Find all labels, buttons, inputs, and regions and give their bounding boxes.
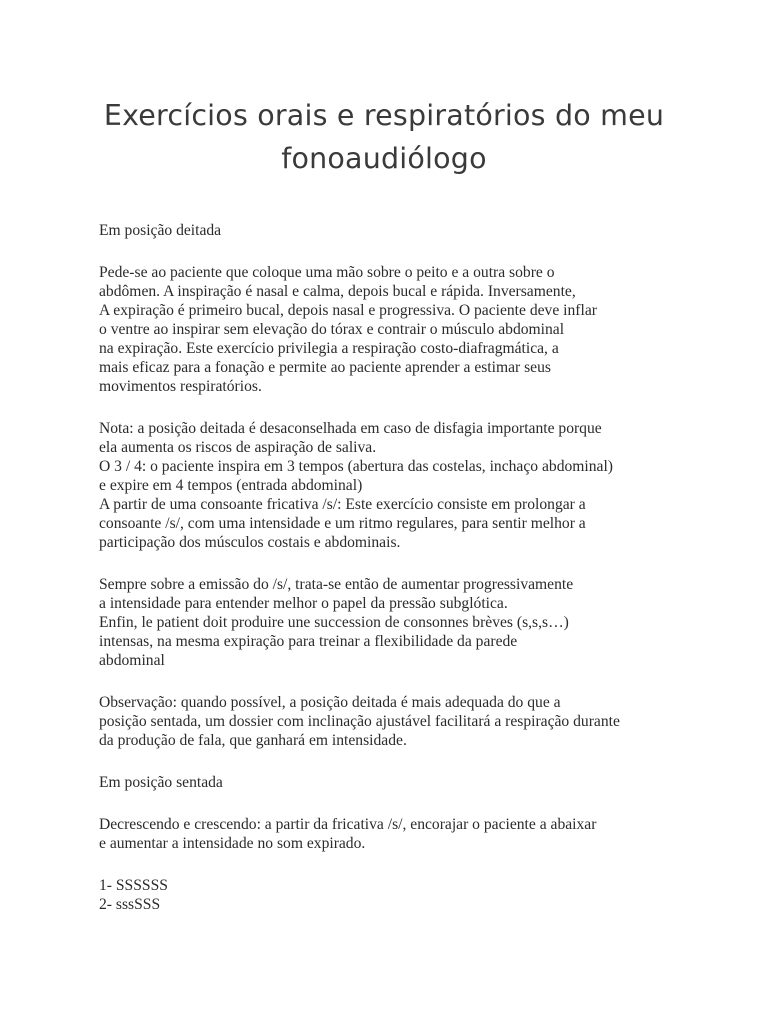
text-line: o ventre ao inspirar sem elevação do tórax e contrair o músculo abdominal xyxy=(99,321,565,338)
text-line: e expire em 4 tempos (entrada abdominal) xyxy=(99,477,363,494)
paragraph-note xyxy=(99,419,689,552)
text-line: mais eficaz para a fonação e permite ao paciente aprender a estimar seus xyxy=(99,359,551,376)
text-line: Nota: a posição deitada é desaconselhada em caso de disfagia importante porque xyxy=(99,420,602,437)
exercise-list xyxy=(99,876,689,914)
text-line: e aumentar a intensidade no som expirado. xyxy=(99,835,366,852)
list-item: 1- SSSSSS xyxy=(99,877,168,894)
list-item: 2- sssSSS xyxy=(99,896,161,913)
section-heading-lying-position xyxy=(99,221,689,240)
text-line: a intensidade para entender melhor o papel da pressão subglótica. xyxy=(99,595,508,612)
text-line: A expiração é primeiro bucal, depois nasal e progressiva. O paciente deve inflar xyxy=(99,302,597,319)
section-heading-seated-position xyxy=(99,773,689,792)
text-line: Observação: quando possível, a posição deitada é mais adequada do que a xyxy=(99,694,561,711)
document-body xyxy=(99,221,689,914)
text-line: abdômen. A inspiração é nasal e calma, depois bucal e rápida. Inversamente, xyxy=(99,283,576,300)
text-line: Pede-se ao paciente que coloque uma mão sobre o peito e a outra sobre o xyxy=(99,264,555,281)
title-line-2: fonoaudiólogo xyxy=(281,142,487,175)
text-line: consoante /s/, com uma intensidade e um ritmo regulares, para sentir melhor a xyxy=(99,515,586,532)
text-line: ela aumenta os riscos de aspiração de saliva. xyxy=(99,439,377,456)
title-line-1: Exercícios orais e respiratórios do meu xyxy=(103,99,665,132)
text-line: da produção de fala, que ganhará em intensidade. xyxy=(99,732,407,749)
text-line: intensas, na mesma expiração para treinar a flexibilidade da parede xyxy=(99,633,518,650)
page-title xyxy=(60,94,708,180)
text-line: posição sentada, um dossier com inclinação ajustável facilitará a respiração durante xyxy=(99,713,620,730)
text-line: Em posição deitada xyxy=(99,222,222,239)
text-line: participação dos músculos costais e abdominais. xyxy=(99,534,401,551)
text-line: O 3 / 4: o paciente inspira em 3 tempos (abertura das costelas, inchaço abdominal) xyxy=(99,458,613,475)
text-line: Em posição sentada xyxy=(99,774,223,791)
text-line: movimentos respiratórios. xyxy=(99,378,262,395)
text-line: Enfin, le patient doit produire une succession de consonnes brèves (s,s,s…) xyxy=(99,614,569,631)
paragraph-breathing-exercise xyxy=(99,263,689,396)
text-line: Decrescendo e crescendo: a partir da fricativa /s/, encorajar o paciente a abaixar xyxy=(99,816,597,833)
text-line: Sempre sobre a emissão do /s/, trata-se então de aumentar progressivamente xyxy=(99,576,574,593)
paragraph-decrescendo xyxy=(99,815,689,853)
text-line: na expiração. Este exercício privilegia a respiração costo-diafragmática, a xyxy=(99,340,559,357)
text-line: abdominal xyxy=(99,652,165,669)
paragraph-s-emission xyxy=(99,575,689,670)
paragraph-observation xyxy=(99,693,689,750)
text-line: A partir de uma consoante fricativa /s/: Este exercício consiste em prolongar a xyxy=(99,496,586,513)
